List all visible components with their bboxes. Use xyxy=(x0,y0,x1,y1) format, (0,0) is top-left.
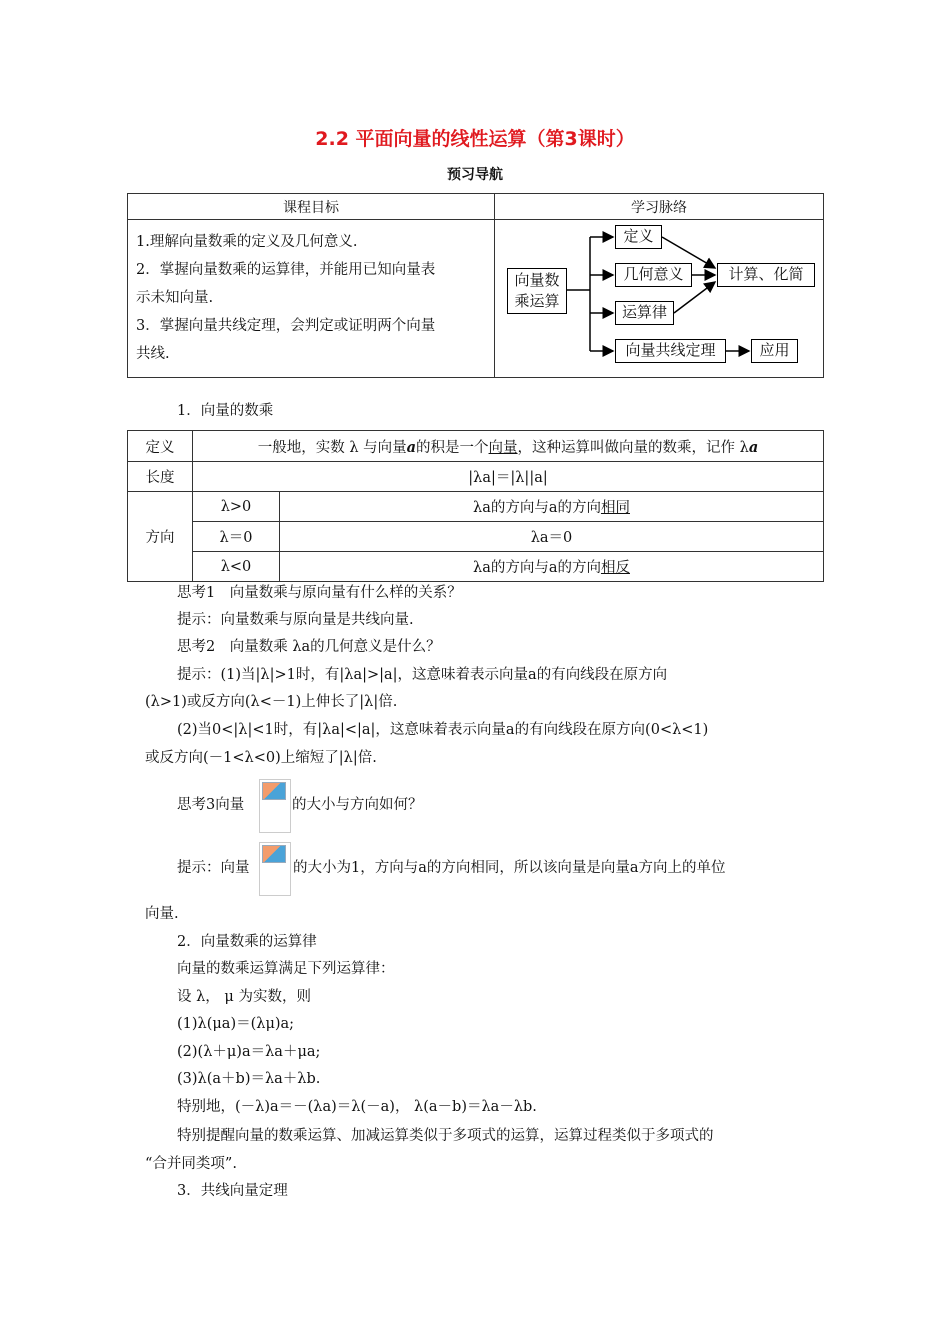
dir-cond: λ<0 xyxy=(193,552,280,582)
diagram-root: 向量数 乘运算 xyxy=(507,268,567,314)
hint-2-line1: 提示：(1)当|λ|>1时，有|λa|>|a|，这意味着表示向量a的有向线段在原方向 xyxy=(177,667,668,683)
diagram-node-compute: 计算、化简 xyxy=(717,263,815,287)
dir-desc: λa＝0 xyxy=(280,522,824,552)
think-2: 思考2 向量数乘 λa的几何意义是什么？ xyxy=(177,639,441,655)
diagram-node-definition: 定义 xyxy=(615,225,662,249)
laws-intro: 向量的数乘运算满足下列运算律： xyxy=(177,961,395,977)
hint-1: 提示：向量数乘与原向量是共线向量. xyxy=(177,612,414,628)
hint-2-line3: (2)当0<|λ|<1时，有|λa|<|a|，这意味着表示向量a的有向线段在原方向(0<λ<1) xyxy=(177,722,709,738)
len-cell: |λa|＝|λ||a| xyxy=(193,462,824,492)
dir-label: 方向 xyxy=(128,492,193,582)
broken-image-icon xyxy=(259,842,291,896)
hint-3-cont: 向量. xyxy=(145,906,179,922)
think-1: 思考1 向量数乘与原向量有什么样的关系？ xyxy=(177,585,462,601)
section-heading-2: 2．向量数乘的运算律 xyxy=(177,934,317,950)
hint-3-pre: 提示：向量 xyxy=(177,860,250,876)
diagram-node-collinear: 向量共线定理 xyxy=(615,339,726,363)
hint-2-line2: (λ>1)或反方向(λ<－1)上伸长了|λ|倍. xyxy=(145,694,398,710)
dir-cond: λ＝0 xyxy=(193,522,280,552)
goals-table xyxy=(127,193,824,378)
def-key-vector: 向量 xyxy=(488,439,518,456)
goal-line: 示未知向量. xyxy=(136,290,214,306)
goal-line: 3．掌握向量共线定理，会判定或证明两个向量 xyxy=(136,318,436,334)
reminder-line2: “合并同类项”. xyxy=(145,1156,237,1172)
diagram-node-geometry: 几何意义 xyxy=(615,263,692,287)
hint-3-post: 的大小为1，方向与a的方向相同，所以该向量是向量a方向上的单位 xyxy=(293,860,726,876)
dir-desc: λa的方向与a的方向相同 xyxy=(280,492,824,522)
reminder-line1: 特别提醒向量的数乘运算、加减运算类似于多项式的运算，运算过程类似于多项式的 xyxy=(177,1128,714,1144)
goals-header: 课程目标 xyxy=(128,194,495,220)
hint-2-line4: 或反方向(－1<λ<0)上缩短了|λ|倍. xyxy=(145,750,377,766)
section-heading-1: 1．向量的数乘 xyxy=(177,403,274,419)
diagram-node-laws: 运算律 xyxy=(615,301,674,325)
goals-cell xyxy=(128,220,495,378)
diagram-node-apply: 应用 xyxy=(751,339,798,363)
page-title: 2.2 平面向量的线性运算（第3课时） xyxy=(315,128,635,150)
goal-line: 共线. xyxy=(136,346,170,362)
law-3: (3)λ(a＋b)＝λa＋λb. xyxy=(177,1071,321,1087)
def-cell: 一般地，实数 λ 与向量a的积是一个向量，这种运算叫做向量的数乘，记作 λa xyxy=(193,431,824,462)
broken-image-icon xyxy=(259,779,291,833)
section-subtitle: 预习导航 xyxy=(447,167,503,183)
section-heading-3: 3．共线向量定理 xyxy=(177,1183,288,1199)
scalar-mult-table xyxy=(127,430,824,582)
think-3-pre: 思考3向量 xyxy=(177,797,245,813)
law-2: (2)(λ＋μ)a＝λa＋μa; xyxy=(177,1044,321,1060)
law-special: 特别地，(－λ)a＝－(λa)＝λ(－a)， λ(a－b)＝λa－λb. xyxy=(177,1099,537,1115)
law-1: (1)λ(μa)＝(λμ)a; xyxy=(177,1016,295,1032)
diagram-cell xyxy=(495,220,824,378)
diagram-header: 学习脉络 xyxy=(495,194,824,220)
dir-desc: λa的方向与a的方向相反 xyxy=(280,552,824,582)
def-label: 定义 xyxy=(128,431,193,462)
len-label: 长度 xyxy=(128,462,193,492)
goal-line: 1.理解向量数乘的定义及几何意义. xyxy=(136,234,358,250)
goal-line: 2．掌握向量数乘的运算律，并能用已知向量表 xyxy=(136,262,436,278)
dir-cond: λ>0 xyxy=(193,492,280,522)
think-3-post: 的大小与方向如何？ xyxy=(292,797,423,813)
laws-setup: 设 λ， μ 为实数，则 xyxy=(177,989,311,1005)
